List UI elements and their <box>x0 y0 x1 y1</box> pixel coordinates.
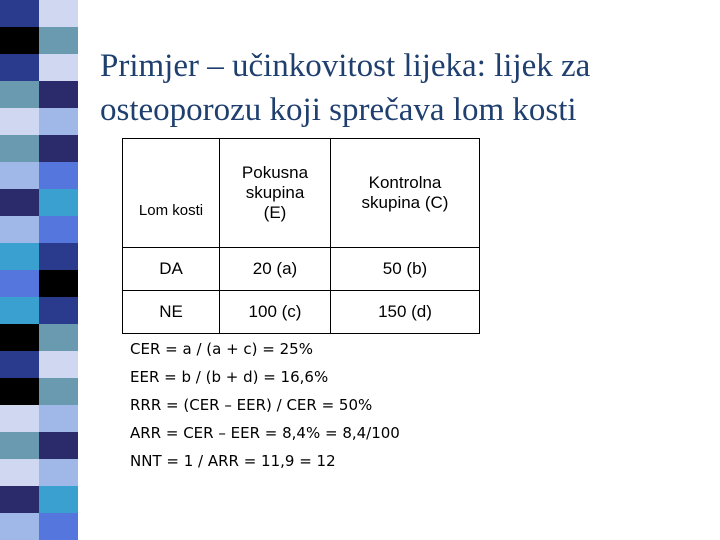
stripe-block <box>0 27 39 54</box>
stripe-block <box>0 135 39 162</box>
stripe-block <box>0 54 39 81</box>
stripe-block <box>0 459 39 486</box>
stripe-block <box>0 0 39 27</box>
stripe-block <box>39 486 78 513</box>
stripe-block <box>39 135 78 162</box>
stripe-block <box>0 189 39 216</box>
header-lom-kosti: Lom kosti <box>123 139 220 248</box>
stripe-row <box>0 243 78 270</box>
formula-cer: CER = a / (a + c) = 25% <box>130 340 313 358</box>
stripe-block <box>39 459 78 486</box>
stripe-block <box>39 216 78 243</box>
stripe-row <box>0 432 78 459</box>
stripe-row <box>0 162 78 189</box>
stripe-block <box>39 513 78 540</box>
stripe-row <box>0 270 78 297</box>
stripe-block <box>0 351 39 378</box>
stripe-block <box>39 27 78 54</box>
stripe-row <box>0 351 78 378</box>
stripe-block <box>39 405 78 432</box>
stripe-row <box>0 27 78 54</box>
stripe-block <box>0 378 39 405</box>
stripe-block <box>39 297 78 324</box>
formula-list <box>130 335 400 475</box>
stripe-block <box>39 108 78 135</box>
stripe-row <box>0 513 78 540</box>
stripe-row <box>0 108 78 135</box>
slide-title: Primjer – učinkovitost lijeka: lijek za osteoporozu koji sprečava lom kosti <box>100 48 591 128</box>
table-cell: 100 (c) <box>220 291 331 334</box>
stripe-block <box>0 297 39 324</box>
stripe-block <box>39 81 78 108</box>
stripe-block <box>39 243 78 270</box>
stripe-block <box>39 324 78 351</box>
stripe-row <box>0 459 78 486</box>
stripe-block <box>0 324 39 351</box>
header-kontrolna-skupina: Kontrolna skupina (C) <box>331 139 480 248</box>
stripe-row <box>0 189 78 216</box>
stripe-block <box>0 270 39 297</box>
stripe-block <box>39 162 78 189</box>
stripe-block <box>0 432 39 459</box>
stripe-block <box>0 216 39 243</box>
stripe-row <box>0 0 78 27</box>
stripe-block <box>0 81 39 108</box>
header-pokusna-skupina: Pokusna skupina (E) <box>220 139 331 248</box>
stripe-block <box>0 486 39 513</box>
stripe-row <box>0 378 78 405</box>
stripe-block <box>39 432 78 459</box>
stripe-block <box>0 513 39 540</box>
stripe-row <box>0 81 78 108</box>
formula-arr: ARR = CER – EER = 8,4% = 8,4/100 <box>130 424 400 442</box>
stripe-row <box>0 405 78 432</box>
stripe-row <box>0 486 78 513</box>
stripe-block <box>0 405 39 432</box>
decorative-stripe <box>0 0 78 540</box>
stripe-block <box>39 189 78 216</box>
data-table <box>122 138 480 334</box>
stripe-block <box>39 378 78 405</box>
table-cell: DA <box>123 248 220 291</box>
stripe-block <box>39 54 78 81</box>
stripe-block <box>0 108 39 135</box>
stripe-row <box>0 216 78 243</box>
formula-nnt: NNT = 1 / ARR = 11,9 = 12 <box>130 452 336 470</box>
stripe-block <box>0 162 39 189</box>
stripe-block <box>0 243 39 270</box>
stripe-row <box>0 297 78 324</box>
stripe-row <box>0 54 78 81</box>
formula-eer: EER = b / (b + d) = 16,6% <box>130 368 329 386</box>
stripe-block <box>39 351 78 378</box>
table-cell: 50 (b) <box>331 248 480 291</box>
table-cell: 150 (d) <box>331 291 480 334</box>
table-row <box>123 291 480 334</box>
formula-rrr: RRR = (CER – EER) / CER = 50% <box>130 396 373 414</box>
table-row <box>123 248 480 291</box>
table-header-row <box>123 139 480 248</box>
stripe-row <box>0 135 78 162</box>
stripe-row <box>0 324 78 351</box>
stripe-block <box>39 0 78 27</box>
stripe-block <box>39 270 78 297</box>
table-cell: 20 (a) <box>220 248 331 291</box>
table-cell: NE <box>123 291 220 334</box>
